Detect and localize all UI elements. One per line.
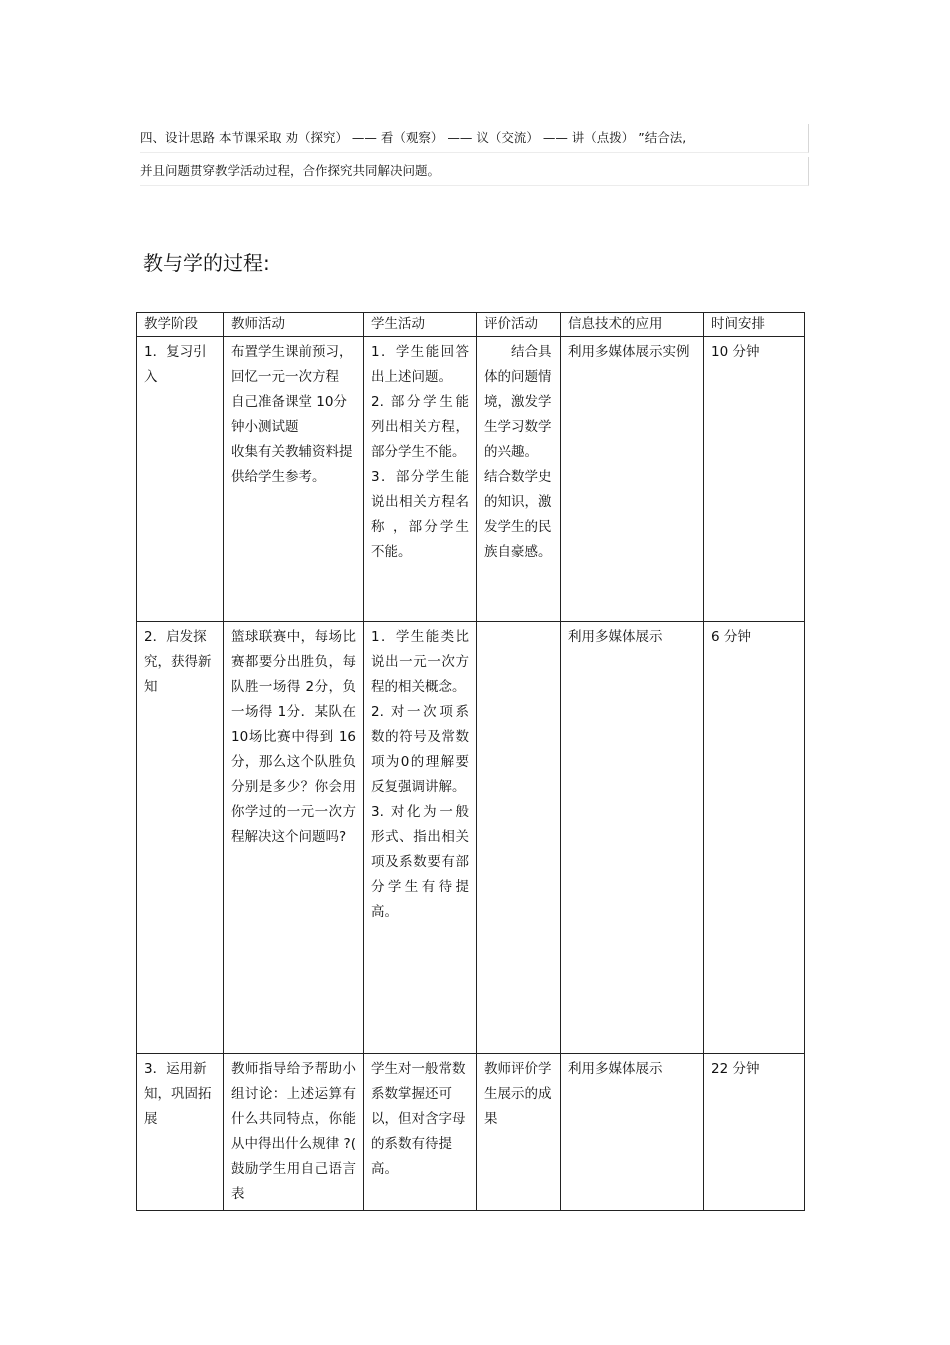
header-evaluation: 评价活动	[477, 313, 561, 337]
evaluation-item: 结合具体的问题情境，激发学生学习数学的兴趣。	[484, 344, 552, 460]
design-idea-line-2: 并且问题贯穿教学活动过程，合作探究共同解决问题。	[140, 157, 809, 186]
time-cell: 6 分钟	[704, 622, 805, 1054]
header-teacher-activity: 教师活动	[224, 313, 364, 337]
student-activity-item: 3. 对化为一般形式、指出相关项及系数要有部分学生有待提高。	[371, 804, 469, 920]
table-row	[137, 337, 805, 622]
teacher-activity-item: 收集有关教辅资料提供给学生参考。	[231, 444, 353, 485]
student-activity-cell	[364, 622, 477, 1054]
stage-cell: 3．运用新知，巩固拓展	[137, 1054, 224, 1211]
teacher-activity-item: 自己准备课堂 10分钟小测试题	[231, 394, 347, 435]
table-header-row	[137, 313, 805, 337]
stage-cell: 2．启发探究，获得新知	[137, 622, 224, 1054]
student-activity-item: 1．学生能类比说出一元一次方程的相关概念。	[371, 629, 469, 695]
header-stage: 教学阶段	[137, 313, 224, 337]
evaluation-cell	[477, 622, 561, 1054]
evaluation-cell	[477, 337, 561, 622]
evaluation-cell: 教师评价学生展示的成果	[477, 1054, 561, 1211]
student-activity-item: 2. 部分学生能列出相关方程，部分学生不能。	[371, 394, 469, 460]
student-activity-item: 1．学生能回答出上述问题。	[371, 344, 469, 385]
student-activity-cell: 学生对一般常数系数掌握还可以，但对含字母的系数有待提高。	[364, 1054, 477, 1211]
design-idea-line-1: 四、设计思路 本节课采取 劝（探究） —— 看（观察） —— 议（交流） —— 讲（点拨） ”结合法,	[140, 124, 809, 153]
stage-cell: 1．复习引入	[137, 337, 224, 622]
table-row	[137, 622, 805, 1054]
student-activity-item: 2. 对一次项系数的符号及常数项为0的理解要反复强调讲解。	[371, 704, 469, 795]
tech-application-cell: 利用多媒体展示	[561, 622, 704, 1054]
tech-application-cell: 利用多媒体展示	[561, 1054, 704, 1211]
student-activity-cell	[364, 337, 477, 622]
time-cell: 22 分钟	[704, 1054, 805, 1211]
header-tech-application: 信息技术的应用	[561, 313, 704, 337]
student-activity-item: 3．部分学生能说出相关方程名称 ，部分学生不能。	[371, 469, 469, 560]
time-cell: 10 分钟	[704, 337, 805, 622]
teacher-activity-cell: 教师指导给予帮助小组讨论：上述运算有什么共同特点，你能从中得出什么规律 ?( 鼓励学生用自己语言表	[224, 1054, 364, 1211]
tech-application-cell: 利用多媒体展示实例	[561, 337, 704, 622]
teacher-activity-item: 布置学生课前预习，回忆一元一次方程	[231, 344, 353, 385]
teacher-activity-cell: 篮球联赛中，每场比赛都要分出胜负，每队胜一场得 2分，负一场得 1分．某队在 10场比赛中得到 16分，那么这个队胜负分别是多少？你会用你学过的一元一次方程解决这个问题吗?	[224, 622, 364, 1054]
header-student-activity: 学生活动	[364, 313, 477, 337]
evaluation-item: 结合数学史的知识，激发学生的民族自豪感。	[484, 469, 552, 560]
teacher-activity-cell	[224, 337, 364, 622]
teaching-process-table	[136, 312, 805, 1211]
header-time: 时间安排	[704, 313, 805, 337]
table-row	[137, 1054, 805, 1211]
section-title: 教与学的过程:	[143, 251, 270, 275]
